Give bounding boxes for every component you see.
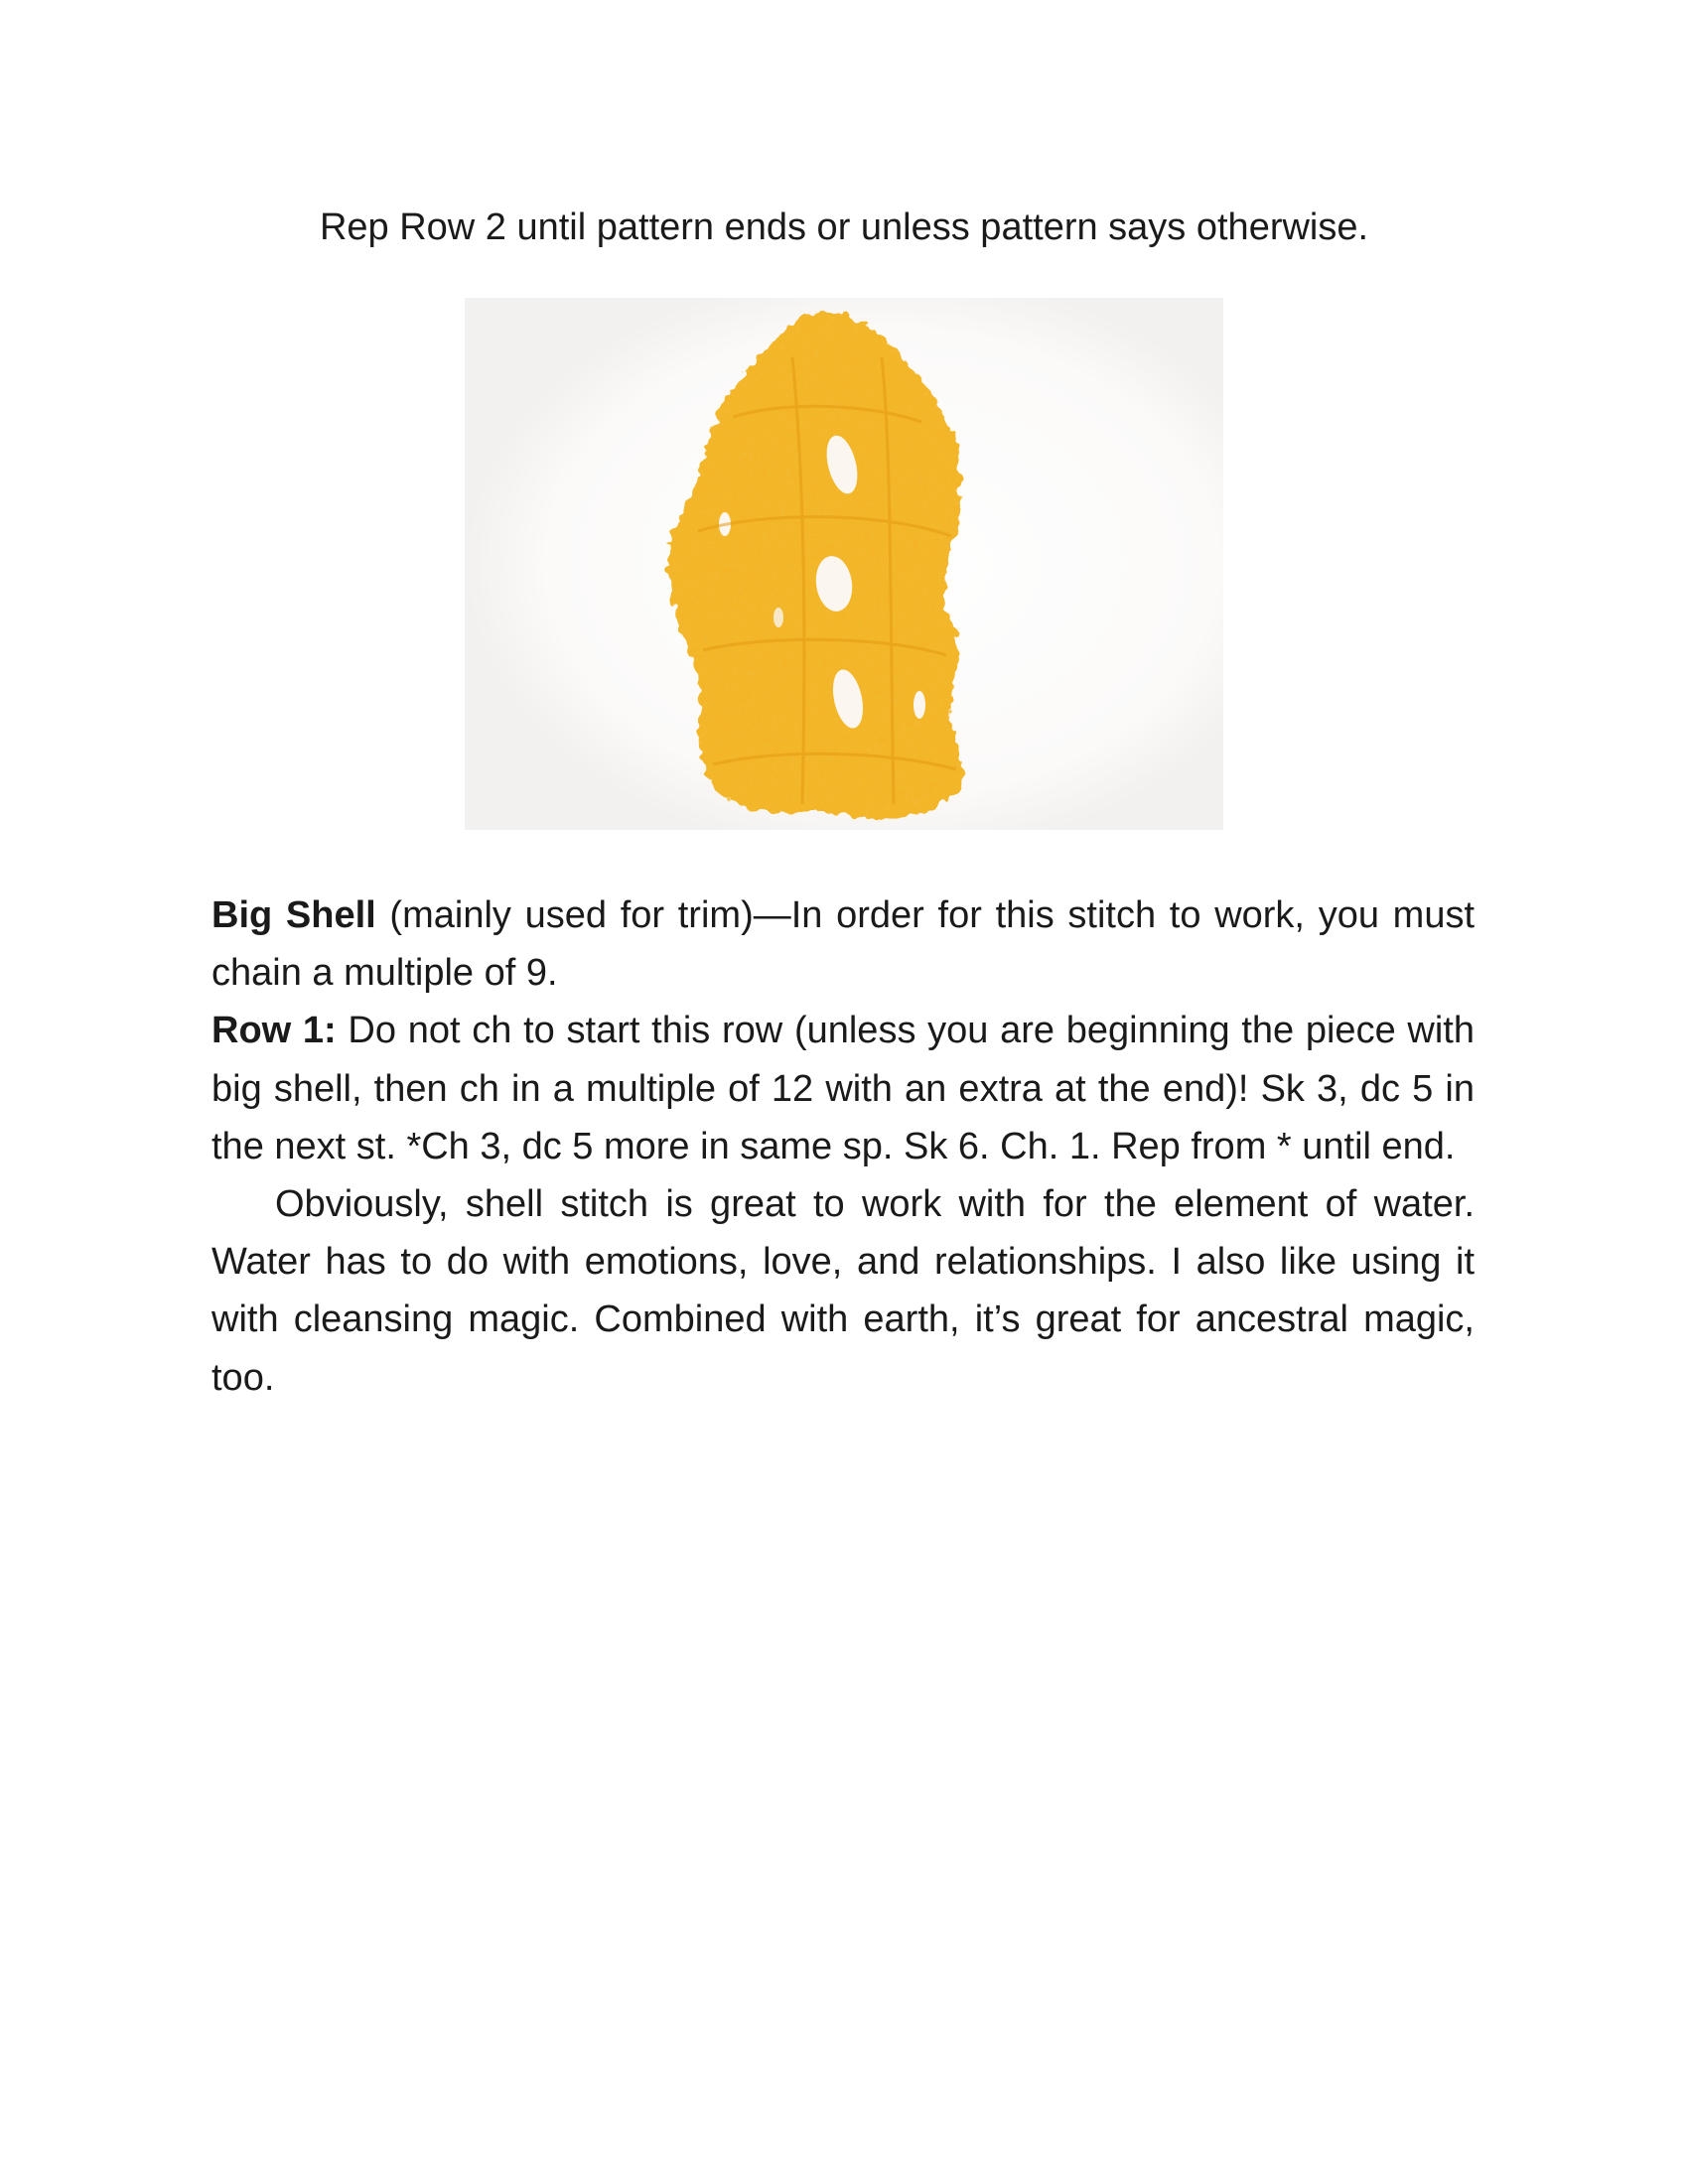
crochet-swatch-image bbox=[465, 298, 1223, 830]
big-shell-term: Big Shell bbox=[211, 894, 376, 936]
commentary-paragraph: Obviously, shell stitch is great to work with for the element of water. Water has to do with emotions, love, and relationships. I also like using it with cleansing magic. Combined with earth, it’s great for ancestral magic, too. bbox=[211, 1183, 1475, 1399]
big-shell-definition: (mainly used for trim)—In order for this stitch to work, you must chain a multiple of 9. bbox=[211, 894, 1476, 995]
shell-stitch-swatch-photo bbox=[465, 298, 1223, 830]
intro-line: Rep Row 2 until pattern ends or unless pattern says otherwise. bbox=[319, 206, 1369, 248]
row1-label: Row 1: bbox=[211, 1010, 337, 1052]
row1-instructions: Do not ch to start this row (unless you are beginning the piece with big shell, then ch in a multiple of 12 with an extra at the end)! Sk 3, dc 5 in the next st. *Ch 3, dc 5 more in same sp. Sk 6. Ch. 1. Rep from * until end. bbox=[211, 1010, 1475, 1167]
stitch-description bbox=[211, 887, 1475, 1407]
big-shell-paragraph bbox=[211, 887, 1475, 1002]
row1-paragraph bbox=[211, 1002, 1475, 1175]
